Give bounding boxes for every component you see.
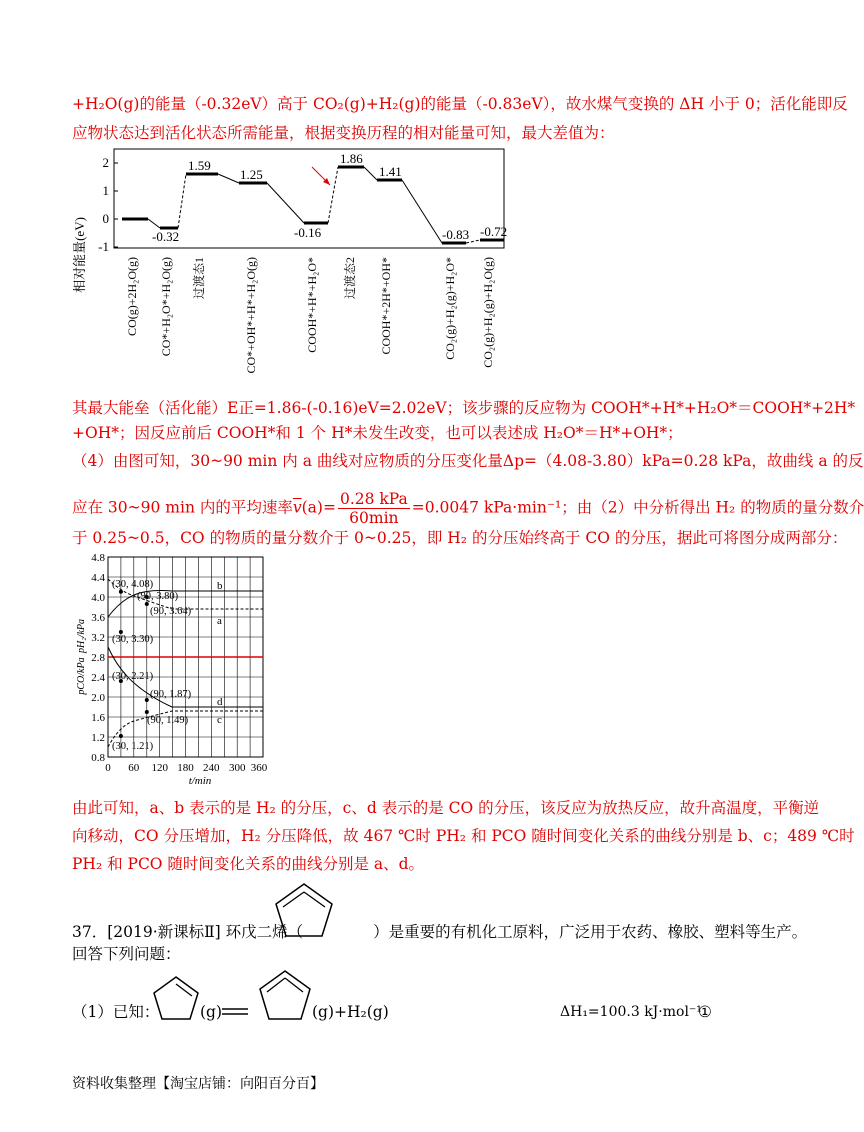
ytick: 4.4 xyxy=(91,572,105,584)
curve-label: d xyxy=(217,696,223,708)
point-label: (90, 3.80) xyxy=(137,591,179,602)
question-line-2: 回答下列问题： xyxy=(72,945,181,963)
energy-value: 1.59 xyxy=(188,158,211,173)
energy-value: -0.83 xyxy=(442,227,470,242)
cyclopentadiene-structure xyxy=(268,880,340,940)
ytick: 4.8 xyxy=(91,552,105,564)
end-line-2: 向移动，CO 分压增加，H₂ 分压降低，故 467 ℃时 PH₂ 和 PCO 随时间变化关系的曲线分别是 b、c；489 ℃时 xyxy=(72,827,855,845)
ytick: 1.2 xyxy=(91,732,105,744)
curve-label: a xyxy=(217,615,222,627)
xtick: 240 xyxy=(203,762,220,774)
ytick: 2.4 xyxy=(91,672,105,684)
mid-line-4: 应在 30~90 min 内的平均速率$\overline{v}(a)=$ 0.28 kPa 60min =0.0047 kPa·min⁻¹；由（2）中分析得出 H₂ 的物质的量分数介 xyxy=(72,490,864,527)
cyclopentene-structure xyxy=(150,973,202,1025)
curve-label: c xyxy=(217,714,222,726)
mid-line-1: 其最大能垒（活化能）E正=1.86-(-0.16)eV=2.02eV；该步骤的反应物为 COOH*+H*+H₂O*＝COOH*+2H* xyxy=(72,399,856,417)
energy-ylabel: 相对能量(eV) xyxy=(72,217,87,293)
energy-value: 1.25 xyxy=(240,167,263,182)
intro-line-1: +H₂O(g)的能量（-0.32eV）高于 CO₂(g)+H₂(g)的能量（-0.83eV），故水煤气变换的 ΔH 小于 0；活化能即反 xyxy=(72,95,848,113)
energy-xlabel: COOH*+H*+H₂O* xyxy=(305,257,319,353)
xlabel: t/min xyxy=(188,775,212,787)
energy-xlabel: CO(g)+2H₂O(g) xyxy=(125,257,139,336)
ytick: -1 xyxy=(98,239,109,254)
pressure-chart xyxy=(72,551,272,791)
mid-line-2: +OH*；因反应前后 COOH*和 1 个 H*未发生改变，也可以表述成 H₂O*＝H*+OH*； xyxy=(72,424,683,442)
ytick: 2.8 xyxy=(91,652,105,664)
question-line-3: （1）已知： xyxy=(72,1003,160,1021)
point-label: (30, 3.30) xyxy=(112,634,154,645)
energy-value: -0.72 xyxy=(480,224,508,239)
point-label: (30, 4.08) xyxy=(112,579,154,590)
curve-label: b xyxy=(217,580,223,592)
mid-line-3: （4）由图可知，30~90 min 内 a 曲线对应物质的分压变化量Δp=（4.08-3.80）kPa=0.28 kPa，故曲线 a 的反 xyxy=(72,452,864,470)
ytick: 2.0 xyxy=(91,692,105,704)
energy-xlabel: 过渡态1 xyxy=(192,257,206,300)
end-line-3: PH₂ 和 PCO 随时间变化关系的曲线分别是 a、d。 xyxy=(72,855,425,873)
mid-line-5: 于 0.25~0.5，CO 的物质的量分数介于 0~0.25，即 H₂ 的分压始终高于 CO 的分压，据此可将图分成两部分： xyxy=(72,529,848,547)
xtick: 60 xyxy=(128,762,140,774)
energy-xlabel: CO*+OH*+H*+H₂O(g) xyxy=(244,257,258,374)
ytick: 4.0 xyxy=(91,592,105,604)
point-label: (90, 1.87) xyxy=(150,689,192,700)
g-label-2: (g)+H₂(g) xyxy=(312,1003,389,1021)
xtick: 180 xyxy=(177,762,194,774)
energy-diagram xyxy=(72,145,512,385)
point-label: (90, 3.64) xyxy=(150,606,192,617)
energy-value: 1.41 xyxy=(379,164,402,179)
ylabel-co: pCO/kPa xyxy=(76,657,87,695)
cyclopentadiene-structure-2 xyxy=(256,967,314,1025)
ytick: 0.8 xyxy=(91,752,105,764)
energy-xlabel: COOH*+2H*+OH* xyxy=(379,257,393,355)
ylabel-h2: pH₂/kPa xyxy=(76,618,87,654)
ytick: 0 xyxy=(102,211,109,226)
energy-xlabel: CO*+H₂O*+H₂O(g) xyxy=(159,257,173,357)
xtick: 120 xyxy=(151,762,168,774)
end-line-1: 由此可知，a、b 表示的是 H₂ 的分压，c、d 表示的是 CO 的分压，该反应为放热反应，故升高温度，平衡逆 xyxy=(72,799,820,817)
energy-value: -0.32 xyxy=(152,229,180,244)
point-label: (90, 1.49) xyxy=(147,715,189,726)
point-label: (30, 1.21) xyxy=(112,741,154,752)
point-label: (30, 2.21) xyxy=(112,671,154,682)
energy-xlabel: CO₂(g)+H₂(g)+H₂O* xyxy=(443,257,457,360)
intro-line-2: 应物状态达到活化状态所需能量，根据变换历程的相对能量可知，最大差值为： xyxy=(72,124,615,142)
equation-number: ① xyxy=(698,1003,712,1021)
footer: 资料收集整理【淘宝店铺：向阳百分百】 xyxy=(72,1076,324,1092)
g-label-1: (g) xyxy=(200,1003,223,1021)
xtick: 0 xyxy=(105,762,111,774)
energy-xlabel: CO₂(g)+H₂(g)+H₂O(g) xyxy=(481,257,495,368)
xtick: 360 xyxy=(250,762,268,774)
ytick: 3.6 xyxy=(91,612,105,624)
delta-h: ΔH₁=100.3 kJ·mol⁻¹ xyxy=(560,1004,702,1020)
energy-xlabel: 过渡态2 xyxy=(343,257,357,300)
ytick: 1 xyxy=(102,183,109,198)
energy-value: -0.16 xyxy=(294,225,322,240)
ytick: 3.2 xyxy=(91,632,105,644)
equilibrium-arrow xyxy=(220,1001,250,1021)
xtick: 300 xyxy=(228,762,246,774)
ytick: 2 xyxy=(102,155,109,170)
question-line-1: 37．[2019·新课标Ⅱ] 环戊二烯（ ）是重要的有机化工原料，广泛用于农药、橡胶、塑料等生产。 xyxy=(72,923,808,941)
energy-value: 1.86 xyxy=(340,151,363,166)
ytick: 1.6 xyxy=(91,712,105,724)
